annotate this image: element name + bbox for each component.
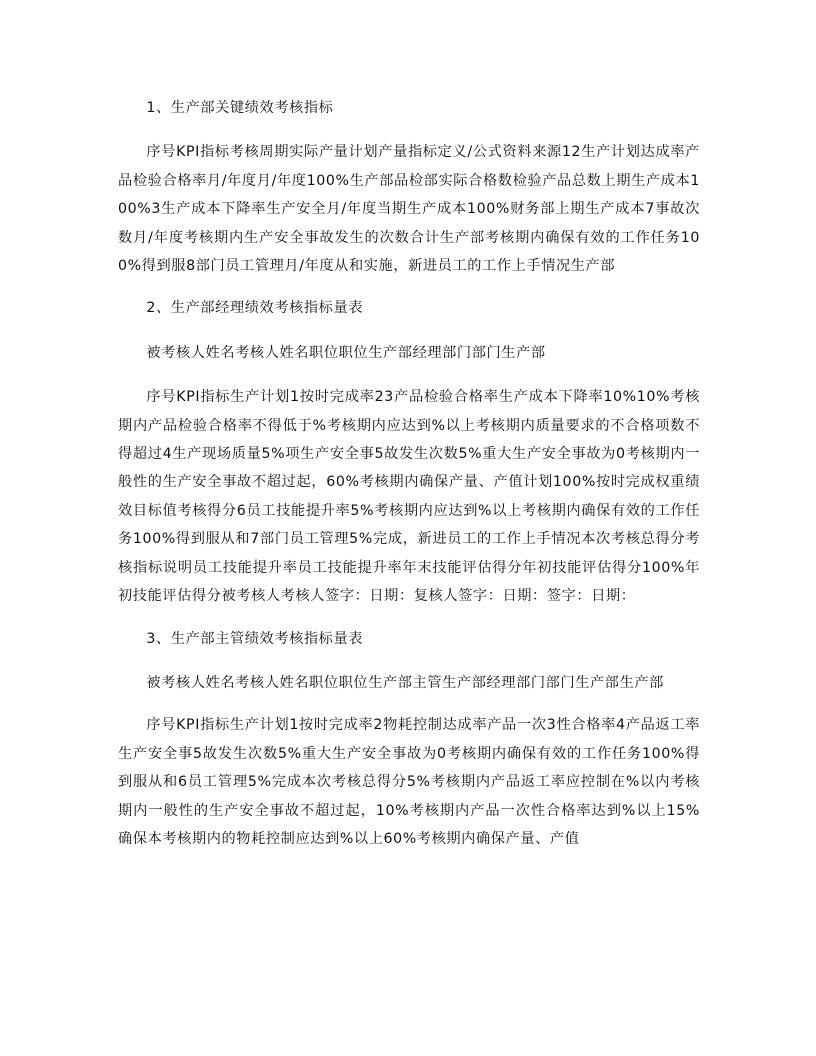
section-2-examinee-info: 被考核人姓名考核人姓名职位职位生产部经理部门部门生产部 (146, 344, 546, 361)
section-3-heading: 3、生产部主管绩效考核指标量表 (146, 630, 364, 647)
section-3-kpi-text: 序号KPI指标生产计划1按时完成率2物耗控制达成率产品一次3性合格率4产品返工率生产安全事5故发生次数5%重大生产安全事故为0考核期内确保有效的工作任务100%得到服从和6员工管理5%完成本次考核总得分5%考核期内产品返工率应控制在%以内考核期内一般性的生产安全事故不超过起，10%考核期内产品一次性合格率达到%以上15%确保本考核期内的物耗控制应达到%以上60%考核期内确保产量、产值 (118, 717, 700, 847)
document-body (118, 94, 700, 867)
section-1-heading: 1、生产部关键绩效考核指标 (146, 100, 334, 116)
section-2-heading: 2、生产部经理绩效考核指标量表 (146, 300, 364, 317)
section-2-kpi-text: 序号KPI指标生产计划1按时完成率23产品检验合格率生产成本下降率10%10%考核期内产品检验合格率不得低于%考核期内应达到%以上考核期内质量要求的不合格项数不得超过4生产现场质量5%项生产安全事5故发生次数5%重大生产安全事故为0考核期内一般性的生产安全事故不超过起，60%考核期内确保产量、产值计划100%按时完成权重绩效目标值考核得分6员工技能提升率5%考核期内应达到%以上考核期内确保有效的工作任务100%得到服从和7部门员工管理5%完成，新进员工的工作上手情况本次考核总得分考核指标说明员工技能提升率员工技能提升率年末技能评估得分年初技能评估得分100%年初技能评估得分被考核人考核人签字：日期：复核人签字：日期：签字：日期： (118, 389, 700, 605)
section-3-examinee-info: 被考核人姓名考核人姓名职位职位生产部主管生产部经理部门部门生产部生产部 (146, 674, 664, 691)
section-1-kpi-text: 序号KPI指标考核周期实际产量计划产量指标定义/公式资料来源12生产计划达成率产品检验合格率月/年度月/年度100%生产部品检部实际合格数检验产品总数上期生产成本100%3生产成本下降率生产安全月/年度当期生产成本100%财务部上期生产成本7事故次数月/年度考核期内生产安全事故发生的次数合计生产部考核期内确保有效的工作任务100%得到服8部门员工管理月/年度从和实施，新进员工的工作上手情况生产部 (118, 144, 700, 275)
